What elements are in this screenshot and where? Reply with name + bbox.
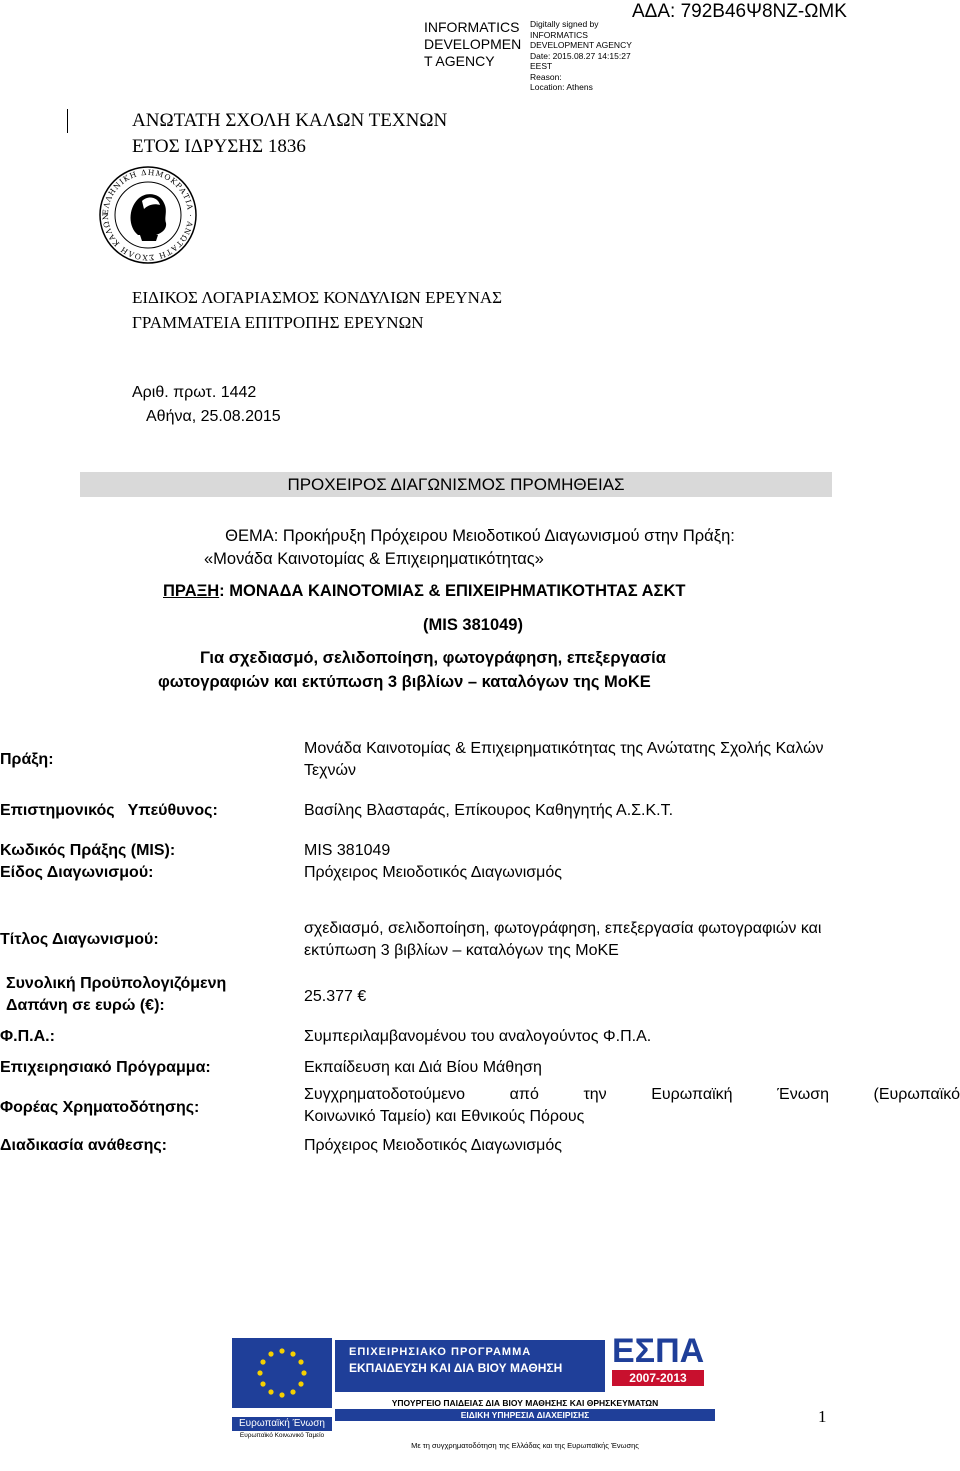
protocol-number: Αριθ. πρωτ. 1442 bbox=[132, 384, 257, 401]
place-date: Αθήνα, 25.08.2015 bbox=[146, 408, 281, 425]
program-label: Επιχειρησιακό Πρόγραμμα: bbox=[0, 1059, 211, 1076]
signature-detail-line: EEST bbox=[530, 61, 553, 71]
signature-detail-line: DEVELOPMENT AGENCY bbox=[530, 40, 632, 50]
page-number: 1 bbox=[818, 1407, 827, 1426]
ministry-line-1: ΥΠΟΥΡΓΕΙΟ ΠΑΙΔΕΙΑΣ ΔΙΑ ΒΙΟΥ ΜΑΘΗΣΗΣ ΚΑΙ ΘΡΗΣΚΕΥΜΑΤΩΝ bbox=[391, 1398, 659, 1408]
program-value: Εκπαίδευση και Διά Βίου Μάθηση bbox=[304, 1059, 542, 1076]
praxi-line bbox=[163, 580, 685, 603]
svg-text:ΕΛΛΗΝΙΚΗ ΔΗΜΟΚΡΑΤΙΑ · ΑΝΩΤΑΤΗ: ΕΛΛΗΝΙΚΗ ΔΗΜΟΚΡΑΤΙΑ · ΑΝΩΤΑΤΗ ΣΧΟΛΗ ΚΑΛΩΝ bbox=[100, 167, 196, 263]
praxi-field-value bbox=[304, 738, 960, 782]
eu-label: Ευρωπαϊκή Ένωση bbox=[232, 1417, 332, 1431]
tender-title-value bbox=[304, 918, 960, 962]
mis-code: (MIS 381049) bbox=[423, 616, 523, 634]
espa-label: ΕΣΠΑ bbox=[612, 1332, 705, 1370]
program-banner-logo bbox=[335, 1340, 605, 1392]
program-banner-line-2: ΕΚΠΑΙΔΕΥΣΗ ΚΑΙ ΔΙΑ ΒΙΟΥ ΜΑΘΗΣΗ bbox=[349, 1361, 563, 1375]
tender-title-line-2: εκτύπωση 3 βιβλίων – καταλόγων της ΜοΚΕ bbox=[304, 942, 619, 959]
scientific-supervisor-value: Βασίλης Βλασταράς, Επίκουρος Καθηγητής Α.Σ.Κ.Τ. bbox=[304, 802, 674, 819]
school-name: ΑΝΩΤΑΤΗ ΣΧΟΛΗ ΚΑΛΩΝ ΤΕΧΝΩΝ bbox=[132, 110, 448, 131]
tender-type-label bbox=[0, 862, 153, 884]
funder-label: Φορέας Χρηματοδότησης: bbox=[0, 1099, 200, 1116]
vat-value: Συμπεριλαμβανομένου του αναλογούντος Φ.Π.Α. bbox=[304, 1028, 652, 1045]
mis-field-label: Κωδικός Πράξης (MIS): bbox=[0, 842, 176, 859]
signature-detail-line: Digitally signed by bbox=[530, 19, 599, 29]
mis-field-value: MIS 381049 bbox=[304, 842, 391, 859]
budget-label-line-1: Συνολική Προϋπολογιζόμενη bbox=[6, 975, 227, 992]
funder-value bbox=[304, 1084, 960, 1128]
cofund-text: Με τη συγχρηματοδότηση της Ελλάδας και της Ευρωπαϊκής Ένωσης bbox=[411, 1441, 639, 1450]
school-seal-logo bbox=[98, 165, 198, 265]
margin-mark bbox=[67, 109, 68, 133]
subject-line: ΘΕΜΑ: Προκήρυξη Πρόχειρου Μειοδοτικού Διαγωνισμού στην Πράξη: bbox=[225, 527, 735, 545]
budget-label bbox=[6, 973, 226, 1017]
tender-type-value: Πρόχειρος Μειοδοτικός Διαγωνισμός bbox=[304, 864, 562, 881]
ada-code: ΑΔΑ: 792Β46Ψ8ΝΖ-ΩΜΚ bbox=[632, 1, 847, 22]
subject-project: «Μονάδα Καινοτομίας & Επιχειρηματικότητας» bbox=[204, 550, 544, 568]
eu-fund-label: Ευρωπαϊκό Κοινωνικό Ταμείο bbox=[239, 1432, 325, 1439]
signature-org-line: DEVELOPMEN bbox=[424, 36, 522, 52]
budget-value: 25.377 € bbox=[304, 988, 367, 1005]
signature-detail-line: Date: 2015.08.27 14:15:27 bbox=[530, 50, 631, 61]
signature-org-line: T AGENCY bbox=[424, 53, 495, 69]
funder-value-line-2: Κοινωνικό Ταμείο) και Εθνικούς Πόρους bbox=[304, 1108, 585, 1125]
eu-logo bbox=[232, 1338, 332, 1456]
procedure-value: Πρόχειρος Μειοδοτικός Διαγωνισμός bbox=[304, 1137, 562, 1154]
vat-label: Φ.Π.Α.: bbox=[0, 1028, 55, 1045]
scientific-supervisor-label: Επιστημονικός Υπεύθυνος: bbox=[0, 802, 218, 819]
ministry-line-2: ΕΙΔΙΚΗ ΥΠΗΡΕΣΙΑ ΔΙΑΧΕΙΡΙΣΗΣ bbox=[335, 1409, 715, 1421]
espa-years: 2007-2013 bbox=[612, 1370, 704, 1386]
signature-org bbox=[424, 19, 528, 70]
praxi-field-label: Πράξη: bbox=[0, 751, 54, 768]
procedure-label: Διαδικασία ανάθεσης: bbox=[0, 1137, 168, 1154]
purpose-line-2: φωτογραφιών και εκτύπωση 3 βιβλίων – καταλόγων της ΜοΚΕ bbox=[158, 673, 651, 691]
secretariat-name: ΓΡΑΜΜΑΤΕΙΑ ΕΠΙΤΡΟΠΗΣ ΕΡΕΥΝΩΝ bbox=[132, 313, 424, 332]
founding-year: ΕΤΟΣ ΙΔΡΥΣΗΣ 1836 bbox=[132, 136, 306, 157]
program-banner-line-1: ΕΠΙΧΕΙΡΗΣΙΑΚΟ ΠΡΟΓΡΑΜΜΑ bbox=[349, 1346, 532, 1358]
signature-detail-line: Reason: bbox=[530, 71, 562, 82]
budget-label-line-2: Δαπάνη σε ευρώ (€): bbox=[6, 997, 165, 1014]
ministry-text bbox=[335, 1397, 715, 1421]
purpose-line-1: Για σχεδιασμό, σελιδοποίηση, φωτογράφηση, επεξεργασία bbox=[200, 649, 666, 667]
signature-org-line: INFORMATICS bbox=[424, 19, 520, 35]
signature-detail-line: Location: Athens bbox=[530, 82, 593, 92]
funder-value-line-1: Συγχρηματοδοτούμενο από την Ευρωπαϊκή Ένωση (Ευρωπαϊκό bbox=[304, 1086, 960, 1103]
signature-detail-line: INFORMATICS bbox=[530, 29, 588, 40]
praxi-title: : ΜΟΝΑΔΑ ΚΑΙΝΟΤΟΜΙΑΣ & ΕΠΙΧΕΙΡΗΜΑΤΙΚΟΤΗΤΑΣ ΑΣΚΤ bbox=[219, 582, 686, 600]
tender-title-label: Τίτλος Διαγωνισμού: bbox=[0, 931, 159, 948]
praxi-value-line-1: Μονάδα Καινοτομίας & Επιχειρηματικότητας της Ανώτατης Σχολής Καλών bbox=[304, 740, 824, 757]
document-title: ΠΡΟΧΕΙΡΟΣ ΔΙΑΓΩΝΙΣΜΟΣ ΠΡΟΜΗΘΕΙΑΣ bbox=[80, 472, 832, 497]
department-name: ΕΙΔΙΚΟΣ ΛΟΓΑΡΙΑΣΜΟΣ ΚΟΝΔΥΛΙΩΝ ΕΡΕΥΝΑΣ bbox=[132, 288, 503, 307]
tender-title-line-1: σχεδιασμό, σελιδοποίηση, φωτογράφηση, επεξεργασία φωτογραφιών και bbox=[304, 920, 822, 937]
tender-type-label-text: Είδος Διαγωνισμού: bbox=[0, 864, 154, 881]
espa-logo bbox=[612, 1332, 712, 1394]
signature-details bbox=[530, 19, 650, 93]
praxi-label: ΠΡΑΞΗ bbox=[163, 582, 220, 600]
praxi-value-line-2: Τεχνών bbox=[304, 762, 357, 779]
